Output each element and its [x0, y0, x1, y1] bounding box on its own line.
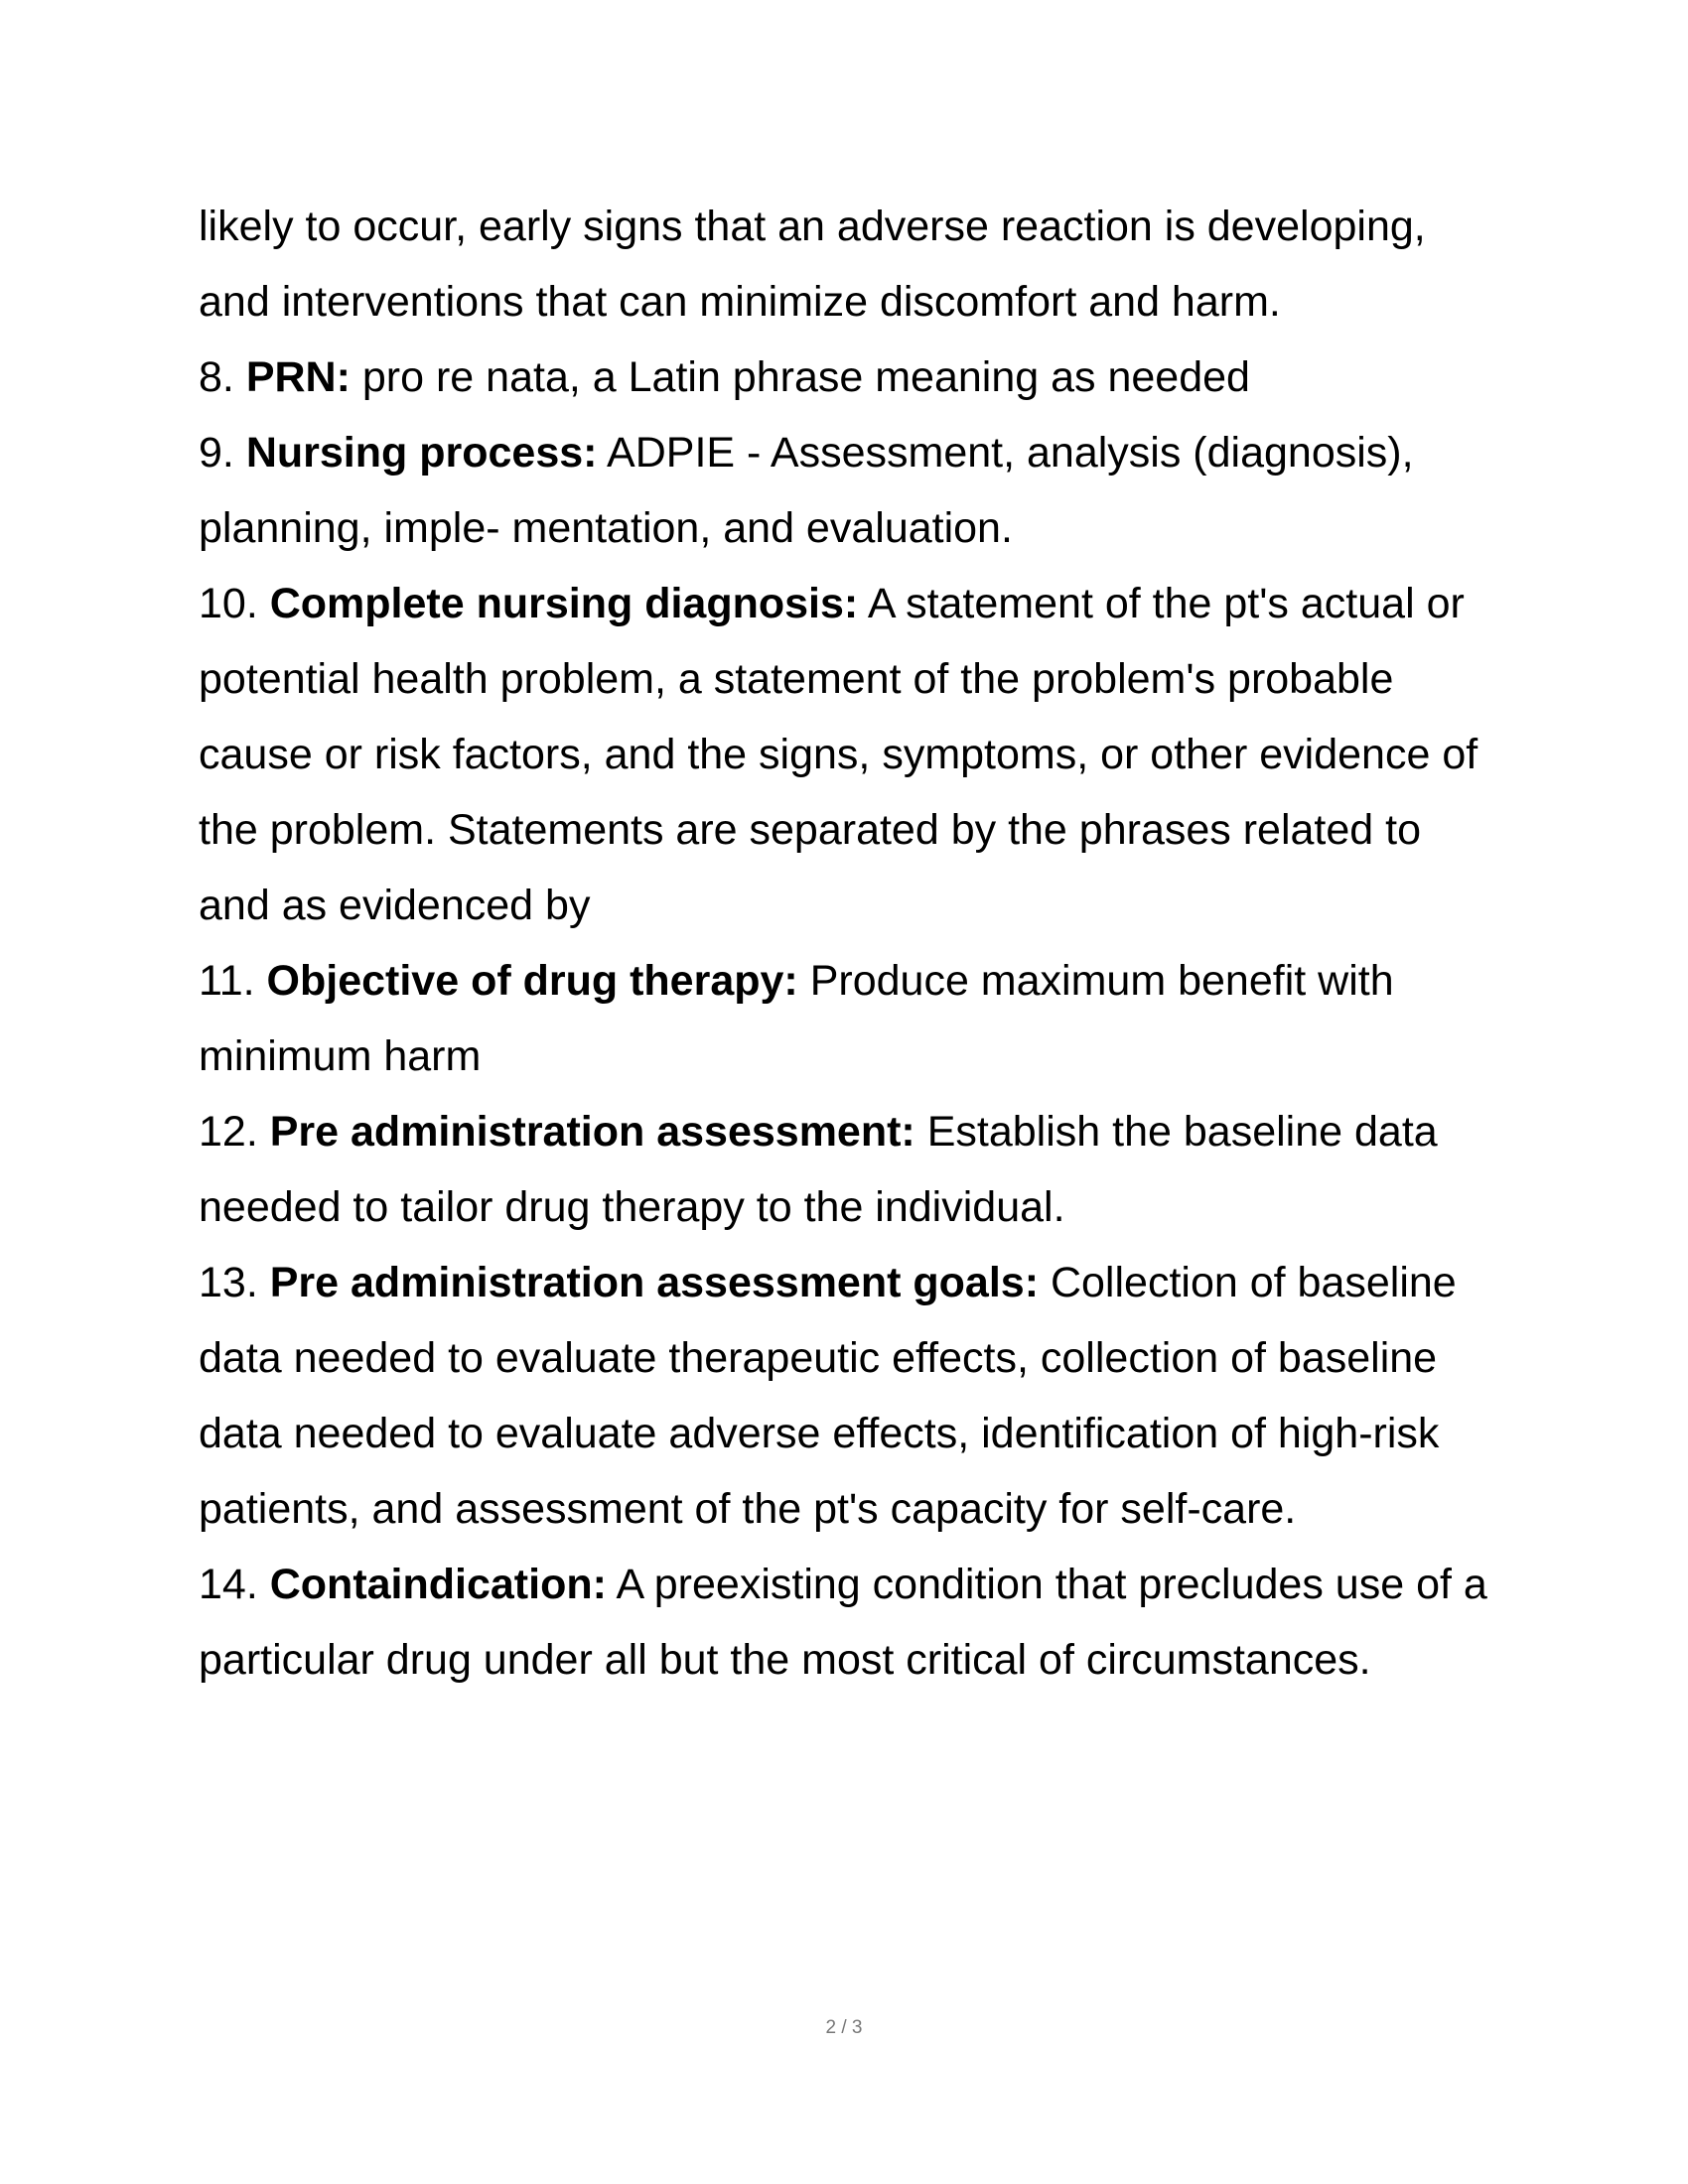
entry-number: 11. [199, 957, 255, 1005]
entry-definition: Collection of baseline data needed to evaluate therapeutic effects, collection of baseline data needed to evaluate adverse effects, identification of high-risk patients, and assessment of the pt's capacity for self-care. [199, 1259, 1457, 1533]
entry-number: 13. [199, 1259, 258, 1306]
entry-14 [199, 1547, 1499, 1698]
entry-term: Nursing process: [245, 429, 598, 477]
continuation-text: likely to occur, early signs that an adverse reaction is developing, and interventions that can minimize discomfort and harm. [199, 203, 1426, 326]
entry-number: 8. [199, 353, 234, 401]
entry-definition: pro re nata, a Latin phrase meaning as needed [361, 353, 1250, 401]
continuation-paragraph [199, 189, 1499, 340]
document-body [199, 189, 1499, 1698]
page-number: 2 / 3 [825, 2017, 863, 2038]
entry-term: Pre administration assessment goals: [269, 1259, 1040, 1306]
entry-number: 14. [199, 1561, 258, 1608]
entry-number: 10. [199, 580, 258, 627]
entry-definition: Produce maximum benefit with minimum harm [199, 957, 1394, 1080]
entry-definition: Establish the baseline data needed to tailor drug therapy to the individual. [199, 1108, 1438, 1231]
entry-definition: A preexisting condition that precludes use of a particular drug under all but the most critical of circumstances. [199, 1561, 1487, 1684]
entry-13 [199, 1245, 1499, 1547]
entry-term: Containdication: [269, 1561, 607, 1608]
entry-11 [199, 943, 1499, 1094]
entry-term: Objective of drug therapy: [266, 957, 798, 1005]
entry-term: Pre administration assessment: [269, 1108, 915, 1156]
entry-definition: ADPIE - Assessment, analysis (diagnosis), planning, imple- mentation, and evaluation. [199, 429, 1414, 552]
entry-definition: A statement of the pt's actual or potential health problem, a statement of the problem's probable cause or risk factors, and the signs, symptoms, or other evidence of the problem. Statements are separated by the phrases related to and as evidenced by [199, 580, 1478, 929]
entry-number: 9. [199, 429, 234, 477]
entry-12 [199, 1094, 1499, 1245]
entry-term: PRN: [245, 353, 351, 401]
entry-10 [199, 566, 1499, 943]
entry-term: Complete nursing diagnosis: [269, 580, 859, 627]
entry-9 [199, 415, 1499, 566]
entry-8 [199, 340, 1499, 415]
entry-number: 12. [199, 1108, 258, 1156]
